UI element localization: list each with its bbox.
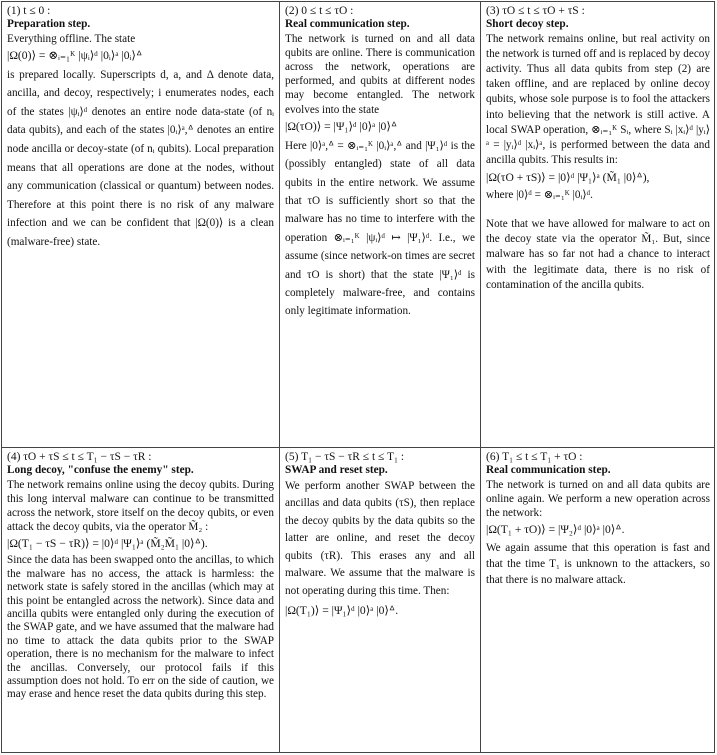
step-6-title: Real communication step. [486, 464, 611, 476]
step-3-text-2: where |0⟩ᵈ = ⊗ᵢ₌₁ᴷ |0ᵢ⟩ᵈ. [486, 189, 593, 202]
step-1-equation: |Ω(0)⟩ = ⊗ᵢ₌₁ᴷ |ψᵢ⟩ᵈ |0ᵢ⟩ᵃ |0ᵢ⟩ᐞ [7, 48, 143, 62]
step-4-cell [2, 448, 279, 753]
step-2-header: (2) 0 ≤ t ≤ τO : [285, 5, 354, 17]
step-4-text-2: Since the data has been swapped onto the ancillas, to which the malware has no access, the attack is harmless: the network state is safely stored in the ancillas (which may at this point be entangled across the network). Since data and ancilla qubits were entangled only during the execution of the SWAP gate, and we have assumed that the malware had no time to attack the data qubits prior to the SWAP operation, there is no mechanism for the malware to infect the ancillas. Conversely, our protocol fails if this assumption does not hold. To err on the side of caution, we may erase and hence reset the data qubits during this step. [7, 554, 274, 701]
step-1-header: (1) t ≤ 0 : [7, 5, 51, 17]
step-3-title: Short decoy step. [486, 18, 569, 30]
step-5-text-1: We perform another SWAP between the ancillas and data qubits (τS), then replace the decoy qubits by the data qubits so the latter are online, and reset the decoy qubits (τR). This erases any and all malware. We assume that the malware is not operating during this time. Then: [285, 479, 475, 598]
step-3-cell [481, 2, 715, 447]
step-4-equation: |Ω(T₁ − τS − τR)⟩ = |0⟩ᵈ |Ψ₁⟩ᵃ (M̃₂M̃₁ |0⟩ᐞ). [7, 537, 208, 551]
step-5-equation: |Ω(T₁)⟩ = |Ψ₁⟩ᵈ |0⟩ᵃ |0⟩ᐞ. [285, 603, 399, 617]
step-6-header: (6) T₁ ≤ t ≤ T₁ + τO : [486, 451, 583, 463]
step-6-equation: |Ω(T₁ + τO)⟩ = |Ψ₂⟩ᵈ |0⟩ᵃ |0⟩ᐞ. [486, 523, 625, 537]
step-1-title: Preparation step. [7, 18, 91, 30]
step-2-title: Real communication step. [285, 18, 410, 30]
step-4-title: Long decoy, "confuse the enemy" step. [7, 464, 194, 476]
step-3-header: (3) τO ≤ t ≤ τO + τS : [486, 5, 585, 17]
step-2-text-2: Here |0⟩ᵃ,ᐞ = ⊗ᵢ₌₁ᴷ |0ᵢ⟩ᵃ,ᐞ and |Ψ₁⟩ᵈ is the (possibly entangled) state of all data qubits in the entire network. We assume that τO is sufficiently short so that the malware has no time to interfere with the operation ⊗ᵢ₌₁ᴷ |ψᵢ⟩ᵈ ↦ |Ψ₁⟩ᵈ. I.e., we assume (since network-on times are secret and τO is short) that the state |Ψ₁⟩ᵈ is completely malware-free, and contains only legitimate information. [285, 139, 475, 318]
step-3-text-1: The network remains online, but real activity on the network is turned off and is replaced by decoy activity. Thus all data qubits from step (2) are taken offline, and are replaced by online decoy qubits, whose sole purpose is to fool the attackers into believing that the network is still active. A local SWAP operation, ⊗ᵢ₌₁ᴷ Sᵢ, where Sᵢ |xᵢ⟩ᵈ |yᵢ⟩ᵃ = |yᵢ⟩ᵈ |xᵢ⟩ᵃ, is performed between the data and ancilla qubits. This results in: [486, 32, 710, 167]
step-5-title: SWAP and reset step. [285, 464, 388, 476]
step-2-equation: |Ω(τO)⟩ = |Ψ₁⟩ᵈ |0⟩ᵃ |0⟩ᐞ [285, 119, 398, 133]
step-6-text-1: The network is turned on and all data qubits are online again. We perform a new operation across the network: [486, 478, 710, 519]
step-6-text-2: We again assume that this operation is fast and that the time T₁ is unknown to the attackers, so that there is no malware attack. [486, 542, 710, 587]
step-5-cell [280, 448, 480, 753]
step-3-text-3: Note that we have allowed for malware to act on the decoy state via the operator M̃₁. But, since malware has so far not had a chance to interact with the legitimate data, there is no risk of contamination of the ancilla qubits. [486, 217, 710, 292]
step-1-text-2: is prepared locally. Superscripts d, a, and Δ denote data, ancilla, and decoy, respectively; i enumerates nodes, each of the states |ψᵢ⟩ᵈ denotes an entire node data-state (of nᵢ data qubits), and each of the states |0ᵢ⟩ᵃ,ᐞ denotes an entire node ancilla or decoy-state (of nᵢ qubits). Local preparation means that all operations are done at the nodes, without any communication (classical or quantum) between nodes. Therefore at this point there is no risk of any malware infection and we can be confident that |Ω(0)⟩ is a clean (malware-free) state. [7, 68, 274, 249]
step-1-cell [2, 2, 279, 447]
step-2-cell [280, 2, 480, 447]
step-1-text-1: Everything offline. The state [7, 32, 136, 45]
step-4-header: (4) τO + τS ≤ t ≤ T₁ − τS − τR : [7, 451, 152, 463]
step-2-text-1: The network is turned on and all data qubits are online. There is communication across the network, operations are performed, and qubits at different nodes may become entangled. The network evolves into the state [285, 32, 475, 116]
step-3-equation: |Ω(τO + τS)⟩ = |0⟩ᵈ |Ψ₁⟩ᵃ (M̃₁ |0⟩ᐞ), [486, 171, 650, 185]
step-5-header: (5) T₁ − τS − τR ≤ t ≤ T₁ : [285, 451, 405, 463]
step-6-cell [481, 448, 715, 753]
step-4-text-1: The network remains online using the decoy qubits. During this long interval malware can continue to be transmitted across the network, store itself on the decoy qubits, or even attack the decoy qubits, via the operator M̃₂ : [7, 478, 274, 534]
